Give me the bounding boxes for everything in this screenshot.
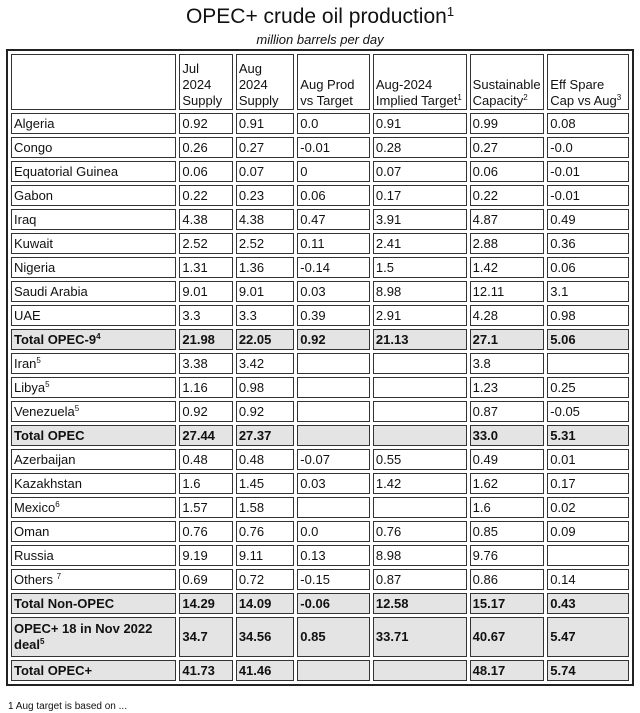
footnote: 1 Aug target is based on ... [8, 701, 127, 712]
table-cell: 4.38 [236, 209, 294, 230]
table-cell [373, 660, 467, 681]
table-cell: 0.87 [373, 569, 467, 590]
table-row [11, 233, 629, 254]
row-footnote-marker: 6 [55, 499, 60, 509]
table-cell: 2.91 [373, 305, 467, 326]
row-label-text: Nigeria [14, 259, 56, 275]
table-cell: 0.27 [236, 137, 294, 158]
table-cell: 0.69 [179, 569, 232, 590]
page-title [0, 5, 640, 29]
row-label-text: Gabon [14, 187, 54, 203]
table-cell: 0.76 [179, 521, 232, 542]
table-cell [297, 497, 370, 518]
column-header-label: Sustainable Capacity [472, 77, 541, 108]
table-cell: 34.56 [236, 617, 294, 657]
table-cell: 3.1 [547, 281, 629, 302]
table-cell: 0.76 [373, 521, 467, 542]
table-cell: 1.36 [236, 257, 294, 278]
table-cell [297, 353, 370, 374]
row-label [11, 257, 176, 278]
row-label-text: Libya [14, 379, 46, 395]
table-cell: 3.8 [470, 353, 545, 374]
table-cell: 1.5 [373, 257, 467, 278]
column-header [179, 54, 232, 110]
table-cell [547, 353, 629, 374]
column-header-label: Eff Spare Cap vs Aug [550, 77, 617, 108]
table-cell: 27.37 [236, 425, 294, 446]
table-cell: 27.1 [470, 329, 545, 350]
total-row [11, 660, 629, 681]
column-header-footnote-marker: 3 [616, 93, 622, 102]
row-label-text: Total OPEC+ [14, 662, 93, 678]
table-cell: 12.58 [373, 593, 467, 614]
table-row [11, 257, 629, 278]
table-cell: 0.27 [470, 137, 545, 158]
table-row [11, 545, 629, 566]
row-label [11, 329, 176, 350]
table-cell: 0.87 [470, 401, 545, 422]
table-cell: 1.57 [179, 497, 232, 518]
table-cell: 0.26 [179, 137, 232, 158]
row-label [11, 545, 176, 566]
table-cell: 1.16 [179, 377, 232, 398]
table-cell: 0.25 [547, 377, 629, 398]
column-header-label: Aug-2024 Implied Target [375, 77, 458, 108]
table-row [11, 473, 629, 494]
table-cell: 14.29 [179, 593, 232, 614]
table-cell: 0.14 [547, 569, 629, 590]
table-row [11, 497, 629, 518]
table-cell: 3.91 [373, 209, 467, 230]
table-cell: 0.49 [470, 449, 545, 470]
table-cell: 5.06 [547, 329, 629, 350]
production-table [8, 51, 632, 684]
table-cell: 1.6 [470, 497, 545, 518]
table-cell: 0.23 [236, 185, 294, 206]
table-cell: -0.06 [297, 593, 370, 614]
table-row [11, 281, 629, 302]
row-footnote-marker: 5 [40, 637, 45, 646]
row-footnote-marker: 5 [74, 403, 80, 413]
row-label-text: Mexico [14, 499, 56, 515]
table-cell: 0.13 [297, 545, 370, 566]
row-label [11, 353, 176, 374]
title-text: OPEC+ crude oil production [185, 5, 447, 28]
table-cell: 0.92 [236, 401, 294, 422]
column-header [470, 54, 545, 110]
total-row [11, 593, 629, 614]
row-label-text: Congo [14, 139, 53, 155]
table-cell: 0 [297, 161, 370, 182]
table-cell: 40.67 [470, 617, 545, 657]
table-cell: -0.05 [547, 401, 629, 422]
table-cell: 1.6 [179, 473, 232, 494]
table-cell: -0.14 [297, 257, 370, 278]
table-cell: 9.01 [179, 281, 232, 302]
table-cell: 5.74 [547, 660, 629, 681]
column-header-label: Jul 2024 Supply [182, 61, 223, 108]
table-cell: 4.28 [470, 305, 545, 326]
table-cell: 4.38 [179, 209, 232, 230]
row-label [11, 161, 176, 182]
column-header [297, 54, 370, 110]
table-cell [297, 660, 370, 681]
table-cell: 1.42 [373, 473, 467, 494]
column-header-footnote-marker: 1 [457, 93, 462, 102]
production-table-frame [6, 49, 634, 686]
table-cell: 9.11 [236, 545, 294, 566]
row-label-text: Azerbaijan [14, 451, 76, 467]
table-cell: -0.15 [297, 569, 370, 590]
row-label [11, 377, 176, 398]
row-label [11, 281, 176, 302]
table-cell [373, 497, 467, 518]
table-cell: 0.48 [179, 449, 232, 470]
table-row [11, 521, 629, 542]
column-header-footnote-marker: 2 [523, 93, 528, 102]
table-cell [373, 353, 467, 374]
row-label [11, 569, 176, 590]
table-cell: 0.72 [236, 569, 294, 590]
table-cell: 41.73 [179, 660, 232, 681]
total-row [11, 617, 629, 657]
table-cell: 0.85 [470, 521, 545, 542]
table-cell: 0.92 [179, 401, 232, 422]
table-cell: 0.06 [297, 185, 370, 206]
table-cell: 0.17 [547, 473, 629, 494]
row-label-text: Venezuela [14, 403, 75, 419]
table-cell: 0.22 [179, 185, 232, 206]
table-body [11, 113, 629, 681]
table-row [11, 449, 629, 470]
row-label-text: Saudi Arabia [14, 283, 88, 299]
row-label [11, 497, 176, 518]
table-cell: 0.22 [470, 185, 545, 206]
table-cell: 2.88 [470, 233, 545, 254]
total-row [11, 425, 629, 446]
row-label [11, 425, 176, 446]
table-cell: 0.03 [297, 473, 370, 494]
row-label-text: Russia [14, 547, 54, 563]
row-label-text: Iraq [14, 211, 37, 227]
table-cell: 1.42 [470, 257, 545, 278]
table-cell: 0.06 [179, 161, 232, 182]
table-cell: 2.52 [236, 233, 294, 254]
table-cell: 33.71 [373, 617, 467, 657]
table-cell: -0.01 [547, 185, 629, 206]
table-cell: 8.98 [373, 545, 467, 566]
column-header [547, 54, 629, 110]
table-cell: -0.07 [297, 449, 370, 470]
table-cell: 0.07 [373, 161, 467, 182]
table-cell: 0.43 [547, 593, 629, 614]
row-label [11, 617, 176, 657]
table-row [11, 209, 629, 230]
table-row [11, 161, 629, 182]
table-cell [373, 401, 467, 422]
row-label [11, 185, 176, 206]
table-cell: 0.17 [373, 185, 467, 206]
total-row [11, 329, 629, 350]
table-cell: 34.7 [179, 617, 232, 657]
table-cell: 3.3 [179, 305, 232, 326]
table-cell: 0.06 [470, 161, 545, 182]
row-footnote-marker: 4 [96, 331, 101, 341]
row-label [11, 401, 176, 422]
table-cell: 12.11 [470, 281, 545, 302]
table-cell: 0.91 [236, 113, 294, 134]
table-cell: 3.42 [236, 353, 294, 374]
table-cell [297, 377, 370, 398]
table-cell: 21.98 [179, 329, 232, 350]
table-cell: 41.46 [236, 660, 294, 681]
table-row [11, 353, 629, 374]
table-cell: 0.92 [179, 113, 232, 134]
row-label-text: Iran [14, 355, 37, 371]
row-label-text: Total OPEC-9 [14, 331, 97, 347]
row-label [11, 660, 176, 681]
table-cell: 8.98 [373, 281, 467, 302]
row-label [11, 305, 176, 326]
column-header [373, 54, 467, 110]
row-label-text: Equatorial Guinea [14, 163, 119, 179]
table-cell: 15.17 [470, 593, 545, 614]
column-header [11, 54, 176, 110]
table-cell: 1.31 [179, 257, 232, 278]
table-cell: 0.49 [547, 209, 629, 230]
table-cell: 0.86 [470, 569, 545, 590]
table-cell: 0.36 [547, 233, 629, 254]
column-header [236, 54, 294, 110]
table-cell: 4.87 [470, 209, 545, 230]
row-label-text: UAE [14, 307, 41, 323]
table-cell: 9.19 [179, 545, 232, 566]
table-row [11, 305, 629, 326]
row-label-text: OPEC+ 18 in Nov 2022 deal [14, 621, 156, 652]
table-cell: 0.47 [297, 209, 370, 230]
row-label [11, 209, 176, 230]
table-cell [297, 401, 370, 422]
table-row [11, 569, 629, 590]
table-cell: 0.28 [373, 137, 467, 158]
table-cell: 1.62 [470, 473, 545, 494]
row-label-text: Oman [14, 523, 50, 539]
row-label [11, 137, 176, 158]
table-cell: 22.05 [236, 329, 294, 350]
table-cell: 0.39 [297, 305, 370, 326]
table-cell: 0.98 [547, 305, 629, 326]
row-label [11, 113, 176, 134]
row-label [11, 593, 176, 614]
table-row [11, 185, 629, 206]
row-label [11, 521, 176, 542]
row-footnote-marker: 7 [56, 571, 62, 581]
table-cell: 2.52 [179, 233, 232, 254]
table-cell: -0.01 [547, 161, 629, 182]
row-label [11, 473, 176, 494]
row-label [11, 233, 176, 254]
table-cell: 5.47 [547, 617, 629, 657]
table-cell: 0.01 [547, 449, 629, 470]
row-label-text: Total Non-OPEC [14, 595, 115, 611]
table-row [11, 377, 629, 398]
table-cell: 2.41 [373, 233, 467, 254]
table-cell: 1.23 [470, 377, 545, 398]
table-cell: 1.45 [236, 473, 294, 494]
table-cell: 0.85 [297, 617, 370, 657]
table-cell: -0.01 [297, 137, 370, 158]
row-label [11, 449, 176, 470]
header-row [11, 54, 629, 110]
table-cell: 48.17 [470, 660, 545, 681]
table-cell: 0.92 [297, 329, 370, 350]
table-cell: 3.3 [236, 305, 294, 326]
table-cell: 0.09 [547, 521, 629, 542]
table-cell: 0.55 [373, 449, 467, 470]
table-cell: 27.44 [179, 425, 232, 446]
table-cell: 0.76 [236, 521, 294, 542]
table-cell: 0.03 [297, 281, 370, 302]
table-cell: 33.0 [470, 425, 545, 446]
title-footnote-marker: 1 [446, 4, 455, 19]
table-cell: 0.07 [236, 161, 294, 182]
table-cell [373, 425, 467, 446]
table-row [11, 137, 629, 158]
table-cell: 0.0 [297, 113, 370, 134]
table-cell: 9.01 [236, 281, 294, 302]
row-label-text: Algeria [14, 115, 55, 131]
table-cell: 0.98 [236, 377, 294, 398]
page-subtitle: million barrels per day [256, 32, 384, 47]
table-cell: 5.31 [547, 425, 629, 446]
table-cell: 0.06 [547, 257, 629, 278]
table-row [11, 401, 629, 422]
row-label-text: Total OPEC [14, 427, 85, 443]
table-cell: 14.09 [236, 593, 294, 614]
table-cell: 0.02 [547, 497, 629, 518]
table-cell: 0.08 [547, 113, 629, 134]
row-footnote-marker: 5 [45, 379, 50, 389]
table-cell: 0.91 [373, 113, 467, 134]
table-cell: 21.13 [373, 329, 467, 350]
row-label-text: Kazakhstan [14, 475, 82, 491]
table-cell [373, 377, 467, 398]
table-cell: 1.58 [236, 497, 294, 518]
column-header-label: Aug Prod vs Target [300, 77, 355, 108]
row-label-text: Others [14, 571, 57, 587]
row-label-text: Kuwait [14, 235, 54, 251]
row-footnote-marker: 5 [36, 355, 41, 365]
table-cell [547, 545, 629, 566]
table-cell: 3.38 [179, 353, 232, 374]
table-cell: 0.11 [297, 233, 370, 254]
table-cell: -0.0 [547, 137, 629, 158]
table-cell: 0.0 [297, 521, 370, 542]
column-header-label: Aug 2024 Supply [238, 61, 279, 108]
table-cell: 9.76 [470, 545, 545, 566]
table-cell [297, 425, 370, 446]
table-row [11, 113, 629, 134]
table-cell: 0.48 [236, 449, 294, 470]
table-cell: 0.99 [470, 113, 545, 134]
